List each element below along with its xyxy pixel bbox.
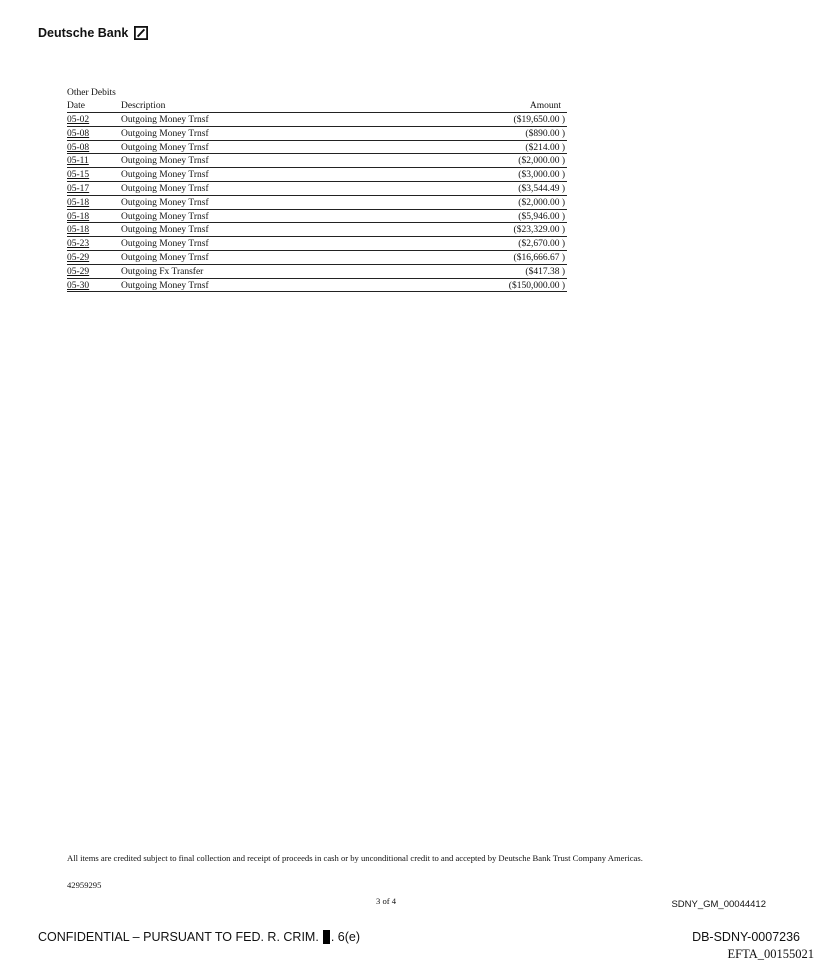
confidential-prefix: CONFIDENTIAL – PURSUANT TO FED. R. CRIM. <box>38 930 319 944</box>
table-row <box>67 182 567 196</box>
table-row <box>67 237 567 251</box>
row-description: Outgoing Money Trnsf <box>121 128 209 139</box>
table-row <box>67 168 567 182</box>
confidentiality-notice <box>38 930 360 944</box>
row-description: Outgoing Money Trnsf <box>121 252 209 263</box>
table-row <box>67 251 567 265</box>
row-date: 05-29 <box>67 252 90 263</box>
row-amount: ($2,000.00 ) <box>518 197 565 208</box>
table-row <box>67 210 567 224</box>
table-row <box>67 279 567 293</box>
table-row <box>67 223 567 237</box>
row-amount: ($3,000.00 ) <box>518 170 565 181</box>
bates-number-db: DB-SDNY-0007236 <box>692 930 800 944</box>
row-amount: ($150,000.00 ) <box>508 280 565 291</box>
deutsche-bank-logo-icon <box>134 26 148 40</box>
bates-number-sdny-gm: SDNY_GM_00044412 <box>671 899 766 910</box>
row-date: 05-08 <box>67 128 90 139</box>
row-description: Outgoing Money Trnsf <box>121 156 209 167</box>
row-description: Outgoing Money Trnsf <box>121 225 209 236</box>
column-header-date: Date <box>67 101 85 111</box>
row-date: 05-30 <box>67 280 90 291</box>
row-amount: ($890.00 ) <box>525 128 565 139</box>
row-amount: ($214.00 ) <box>525 142 565 153</box>
row-amount: ($23,329.00 ) <box>513 225 565 236</box>
row-date: 05-18 <box>67 211 90 222</box>
row-description: Outgoing Money Trnsf <box>121 211 209 222</box>
row-description: Outgoing Money Trnsf <box>121 183 209 194</box>
row-date: 05-15 <box>67 170 90 181</box>
row-amount: ($2,000.00 ) <box>518 156 565 167</box>
bank-header <box>38 26 148 40</box>
section-title: Other Debits <box>67 88 116 98</box>
row-date: 05-02 <box>67 115 90 125</box>
row-description: Outgoing Money Trnsf <box>121 115 209 125</box>
table-row <box>67 141 567 155</box>
table-row <box>67 265 567 279</box>
bank-name: Deutsche Bank <box>38 26 129 40</box>
row-description: Outgoing Money Trnsf <box>121 197 209 208</box>
collection-disclaimer: All items are credited subject to final collection and receipt of proceeds in cash or by unconditional credit to and accepted by Deutsche Bank Trust Company Americas. <box>67 853 643 863</box>
row-description: Outgoing Money Trnsf <box>121 170 209 181</box>
row-date: 05-18 <box>67 197 90 208</box>
row-amount: ($3,544.49 ) <box>518 183 565 194</box>
efta-number: EFTA_00155021 <box>727 947 814 961</box>
account-number: 42959295 <box>67 880 102 890</box>
table-row <box>67 196 567 210</box>
table-row <box>67 154 567 168</box>
row-amount: ($2,670.00 ) <box>518 239 565 250</box>
page-number: 3 of 4 <box>376 896 397 906</box>
row-date: 05-11 <box>67 156 89 167</box>
row-date: 05-23 <box>67 239 90 250</box>
row-description: Outgoing Money Trnsf <box>121 280 209 291</box>
row-date: 05-08 <box>67 142 90 153</box>
row-amount: ($19,650.00 ) <box>513 115 565 125</box>
redaction-box <box>323 930 330 944</box>
table-header <box>67 100 567 113</box>
row-date: 05-17 <box>67 183 90 194</box>
debits-table-body <box>67 113 567 292</box>
table-row <box>67 127 567 141</box>
row-description: Outgoing Money Trnsf <box>121 239 209 250</box>
table-row <box>67 113 567 127</box>
confidential-suffix: . 6(e) <box>330 930 361 944</box>
other-debits-section <box>67 87 567 292</box>
row-date: 05-18 <box>67 225 90 236</box>
row-amount: ($16,666.67 ) <box>513 252 565 263</box>
row-amount: ($5,946.00 ) <box>518 211 565 222</box>
row-description: Outgoing Money Trnsf <box>121 142 209 153</box>
row-amount: ($417.38 ) <box>525 266 565 277</box>
column-header-description: Description <box>121 101 166 111</box>
row-date: 05-29 <box>67 266 90 277</box>
row-description: Outgoing Fx Transfer <box>121 266 204 277</box>
column-header-amount: Amount <box>529 101 561 111</box>
